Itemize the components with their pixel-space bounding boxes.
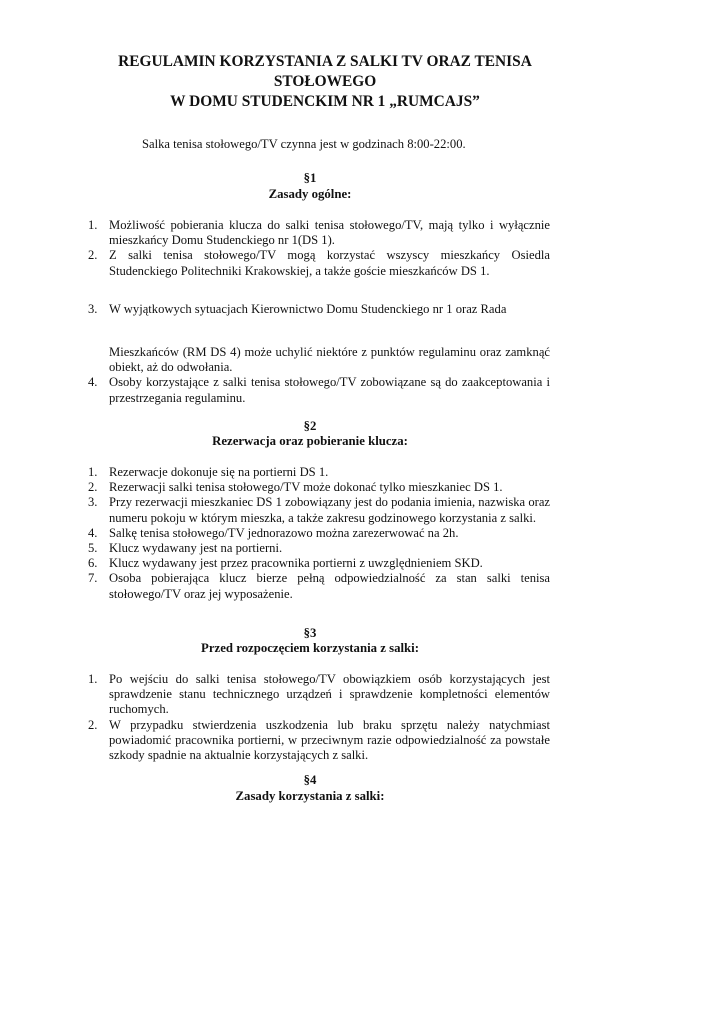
section-list (88, 465, 550, 602)
item-text: W przypadku stwierdzenia uszkodzenia lub braku sprzętu należy natychmiast powiadomić pracownika portierni, w przeciwnym razie odpowiedzialność za powstałe szkody spadnie na aktualnie korzystających z salki. (109, 717, 550, 763)
section-title: Przed rozpoczęciem korzystania z salki: (201, 641, 419, 655)
item-number: 2. (88, 480, 98, 495)
item-text: Salkę tenisa stołowego/TV jednorazowo można zarezerwować na 2h. (109, 525, 459, 540)
item-text: Klucz wydawany jest na portierni. (109, 541, 283, 556)
list-item (88, 571, 550, 601)
list-item (88, 248, 550, 278)
list-item (88, 345, 550, 375)
list-item (88, 302, 550, 317)
item-number: 1. (88, 465, 98, 479)
title-line: STOŁOWEGO (273, 73, 377, 90)
item-number: 5. (88, 541, 98, 556)
title-line: W DOMU STUDENCKIM NR 1 „RUMCAJS” (170, 93, 480, 110)
section-title: Rezerwacja oraz pobieranie klucza: (212, 434, 408, 448)
list-item (88, 218, 550, 248)
item-number: 2. (88, 717, 98, 732)
list-item (88, 526, 550, 541)
item-number: 4. (88, 375, 98, 390)
item-text: Mieszkańców (RM DS 4) może uchylić niektóre z punktów regulaminu oraz zamknąć obiekt, aż do odwołania. (109, 345, 550, 375)
list-item (88, 672, 550, 718)
title-line: REGULAMIN KORZYSTANIA Z SALKI TV ORAZ TENISA (118, 53, 532, 70)
list-item (88, 541, 550, 556)
section-list (88, 672, 550, 763)
list-item (88, 465, 550, 480)
section-list (88, 345, 550, 406)
section-number: §1 (303, 171, 317, 185)
item-text: Klucz wydawany jest przez pracownika portierni z uwzględnieniem SKD. (109, 556, 483, 571)
item-text: Po wejściu do salki tenisa stołowego/TV obowiązkiem osób korzystających jest sprawdzenie stanu technicznego urządzeń i sprawdzenie kompletności elementów ruchomych. (109, 672, 550, 717)
section-number: §3 (303, 626, 317, 640)
item-number: 3. (88, 302, 98, 316)
item-number: 6. (88, 556, 98, 571)
item-text: Z salki tenisa stołowego/TV mogą korzystać wszyscy mieszkańcy Osiedla Studenckiego Politechniki Krakowskiej, a także goście mieszkańców DS 1. (109, 248, 550, 278)
list-item (88, 556, 550, 571)
section-list (88, 218, 550, 279)
item-number: 4. (88, 525, 98, 540)
document-title (90, 52, 560, 112)
section-title: Zasady ogólne: (268, 187, 352, 201)
list-item (88, 375, 550, 405)
item-number: 7. (88, 571, 98, 586)
item-number: 3. (88, 495, 98, 510)
section-number: §4 (303, 773, 317, 787)
opening-hours: Salka tenisa stołowego/TV czynna jest w godzinach 8:00-22:00. (142, 137, 466, 151)
list-item (88, 495, 550, 525)
item-text: W wyjątkowych sytuacjach Kierownictwo Domu Studenckiego nr 1 oraz Rada (109, 302, 507, 316)
item-number: 2. (88, 248, 98, 263)
section-title: Zasady korzystania z salki: (235, 789, 385, 803)
item-text: Możliwość pobierania klucza do salki tenisa stołowego/TV, mają tylko i wyłącznie mieszkańcy Domu Studenckiego nr 1(DS 1). (109, 218, 550, 248)
section-list (88, 302, 550, 317)
section-number: §2 (303, 419, 317, 433)
list-item (88, 480, 550, 495)
item-number: 1. (88, 218, 98, 232)
item-text: Rezerwacji salki tenisa stołowego/TV może dokonać tylko mieszkaniec DS 1. (109, 480, 503, 495)
item-text: Osoby korzystające z salki tenisa stołowego/TV zobowiązane są do zaakceptowania i przestrzegania regulaminu. (109, 375, 550, 405)
item-text: Osoba pobierająca klucz bierze pełną odpowiedzialność za stan salki tenisa stołowego/TV oraz jej wyposażenie. (109, 571, 550, 601)
list-item (88, 718, 550, 764)
item-number: 1. (88, 672, 98, 686)
item-text: Przy rezerwacji mieszkaniec DS 1 zobowiązany jest do podania imienia, nazwiska oraz numeru pokoju w którym mieszka, a także zakresu godzinowego korzystania z salki. (109, 495, 550, 525)
item-text: Rezerwacje dokonuje się na portierni DS 1. (109, 465, 329, 479)
